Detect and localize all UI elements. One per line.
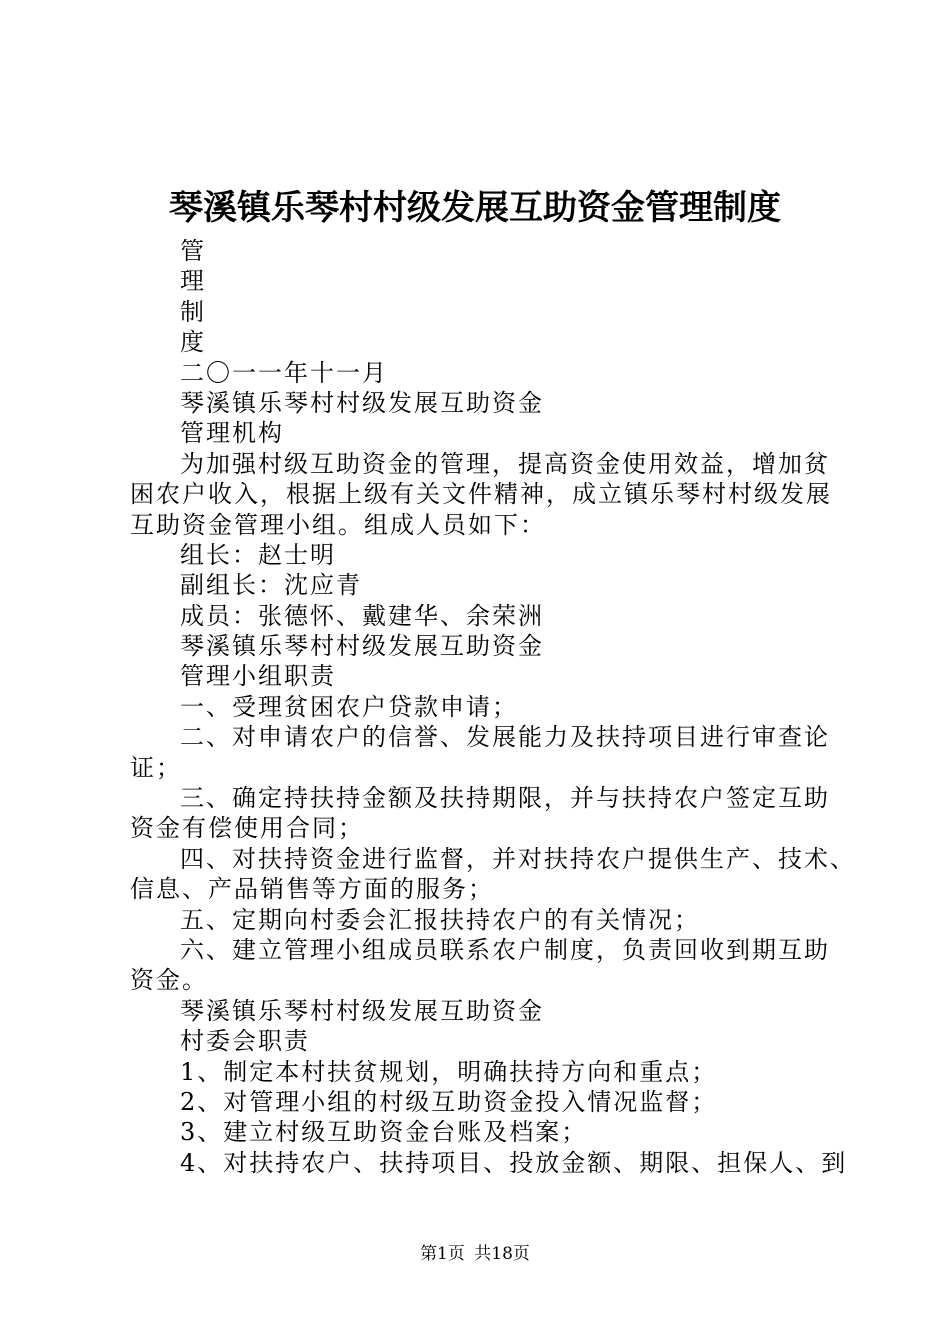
- duty-line: 六、建立管理小组成员联系农户制度，负责回收到期互助: [180, 935, 830, 964]
- section-heading: 村委会职责: [180, 1027, 310, 1056]
- duty-line: 3、建立村级互助资金台账及档案；: [180, 1118, 588, 1147]
- duty-line: 2、对管理小组的村级互助资金投入情况监督；: [180, 1087, 718, 1116]
- member-line: 副组长：沈应青: [180, 571, 362, 600]
- page-total: 共18页: [474, 1244, 530, 1264]
- duty-line: 信息、产品销售等方面的服务；: [130, 875, 494, 904]
- section-heading: 琴溪镇乐琴村村级发展互助资金: [180, 632, 544, 661]
- duty-line: 1、制定本村扶贫规划，明确扶持方向和重点；: [180, 1057, 718, 1086]
- body-line-date: 二〇一一年十一月: [180, 358, 388, 387]
- body-line: 管: [180, 237, 206, 265]
- duty-line: 五、定期向村委会汇报扶持农户的有关情况；: [180, 905, 700, 934]
- body-line: 制: [180, 297, 206, 326]
- section-heading: 琴溪镇乐琴村村级发展互助资金: [180, 388, 544, 417]
- body-line: 理: [180, 267, 206, 296]
- section-heading: 管理机构: [180, 419, 284, 448]
- section-heading: 管理小组职责: [180, 662, 336, 691]
- section-heading: 琴溪镇乐琴村村级发展互助资金: [180, 996, 544, 1025]
- duty-line: 三、确定持扶持金额及扶持期限，并与扶持农户签定互助: [180, 784, 830, 813]
- document-title: 琴溪镇乐琴村村级发展互助资金管理制度: [169, 188, 781, 228]
- duty-line: 资金有偿使用合同；: [130, 814, 364, 843]
- duty-line: 4、对扶持农户、扶持项目、投放金额、期限、担保人、到: [180, 1148, 848, 1177]
- member-line: 成员：张德怀、戴建华、余荣洲: [180, 601, 544, 630]
- duty-line: 一、受理贫困农户贷款申请；: [180, 692, 518, 721]
- body-line: 度: [180, 328, 206, 357]
- paragraph-line: 互助资金管理小组。组成人员如下：: [130, 510, 546, 539]
- duty-line: 证；: [130, 753, 182, 782]
- document-body: [130, 236, 856, 1178]
- page-footer: [0, 1243, 950, 1265]
- duty-line: 资金。: [130, 966, 208, 995]
- page-number: 第1页: [420, 1244, 465, 1264]
- paragraph-line: 困农户收入，根据上级有关文件精神，成立镇乐琴村村级发展: [130, 480, 832, 509]
- duty-line: 二、对申请农户的信誉、发展能力及扶持项目进行审查论: [180, 723, 830, 752]
- paragraph-line: 为加强村级互助资金的管理，提高资金使用效益，增加贫: [180, 449, 830, 478]
- member-line: 组长：赵士明: [180, 540, 336, 569]
- duty-line: 四、对扶持资金进行监督，并对扶持农户提供生产、技术、: [180, 844, 856, 873]
